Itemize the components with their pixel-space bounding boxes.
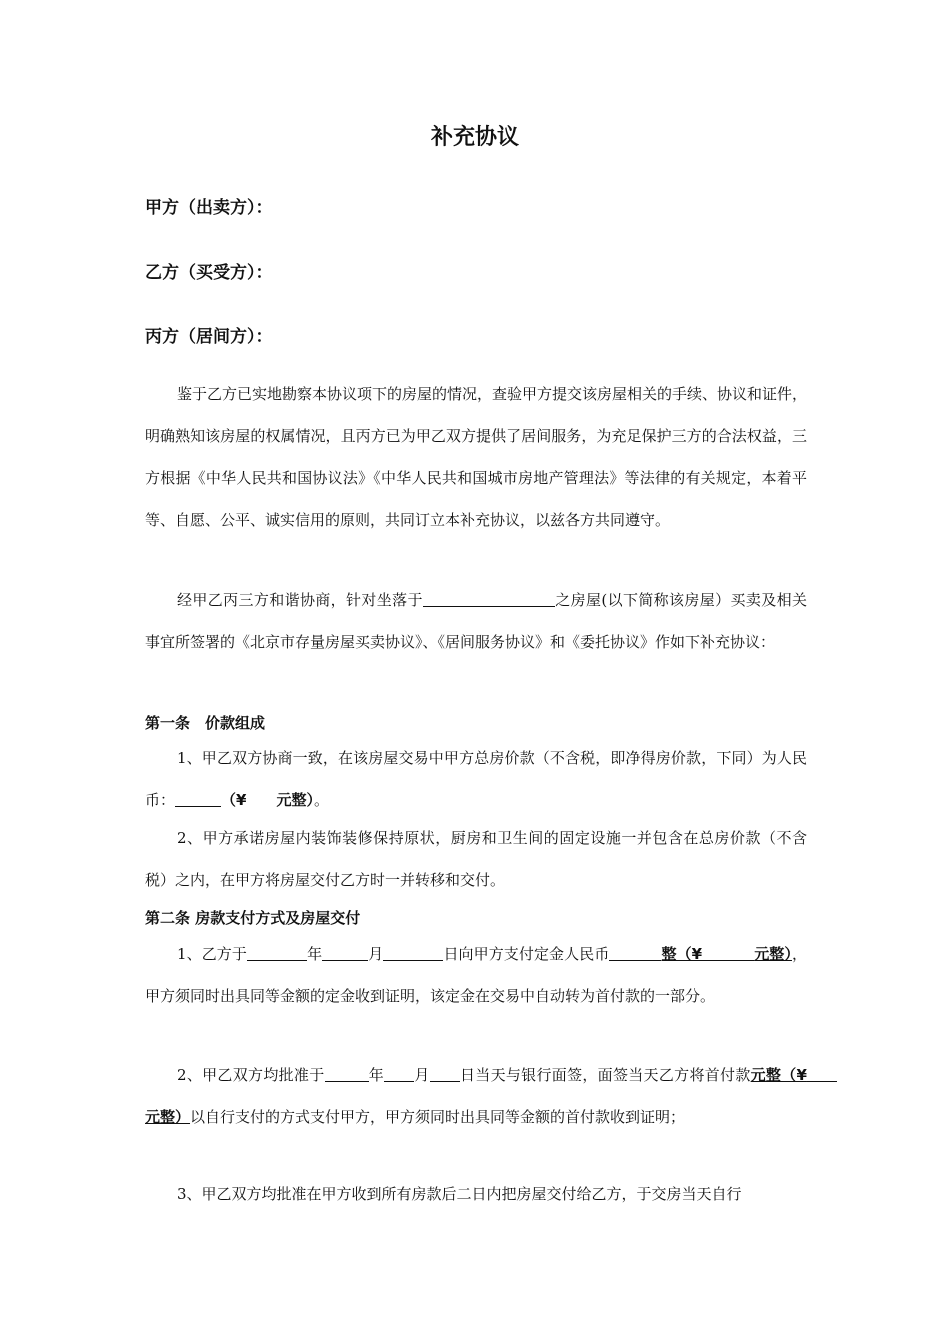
month-label: 月 — [414, 1066, 430, 1084]
article-1-item-1-end: 。 — [313, 791, 329, 809]
intro-paragraph — [145, 579, 807, 663]
article-2-item-1-text-a: 1、乙方于 — [177, 945, 247, 963]
year-label: 年 — [306, 945, 323, 963]
article-2-item-1-text-d: 日向甲方支付定金人民币 — [443, 945, 610, 963]
intro-text-1: 经甲乙丙三方和谐协商，针对坐落于 — [177, 591, 423, 609]
article-2-item-1-text-g: ，甲方须同时出具同等金额的定金收到证明，该定金在交易中自动转为首付款的一部分。 — [145, 945, 807, 1005]
deposit-yuan-text: 元整） — [754, 945, 792, 963]
article-2-item-3: 3、甲乙双方均批准在甲方收到所有房款后二日内把房屋交付给乙方，于交房当天自行 — [177, 1185, 742, 1203]
price-amount-text: （¥ 元整） — [221, 791, 314, 809]
party-a-label: 甲方（出卖方）： — [145, 198, 273, 218]
year-label: 年 — [368, 1066, 385, 1084]
deposit-yuan-blank — [702, 944, 754, 961]
price-blank — [175, 790, 221, 807]
month-label: 月 — [368, 945, 384, 963]
article-1-item-1 — [145, 737, 807, 821]
article-1-item-1-text: 1、甲乙双方协商一致，在该房屋交易中甲方总房价款（不含税，即净得房价款，下同）为人民币： — [145, 749, 807, 809]
party-c-label: 丙方（居间方）： — [145, 327, 273, 347]
deposit-day-blank — [383, 944, 443, 961]
article-1-heading: 第一条 价款组成 — [145, 714, 266, 732]
preamble-paragraph: 鉴于乙方已实地勘察本协议项下的房屋的情况，查验甲方提交该房屋相关的手续、协议和证件，明确熟知该房屋的权属情况，且丙方已为甲乙双方提供了居间服务，为充足保护三方的合法权益，三方根据《中华人民共和国协议法》《中华人民共和国城市房地产管理法》等法律的有关规定，本着平等、自愿、公平、诚实信用的原则，共同订立本补充协议，以兹各方共同遵守。 — [145, 385, 808, 529]
article-2-item-2-text-a: 2、甲乙双方均批准于 — [177, 1066, 325, 1084]
article-1-item-2: 2、甲方承诺房屋内装饰装修保持原状，厨房和卫生间的固定设施一并包含在总房价款（不含税）之内，在甲方将房屋交付乙方时一并转移和交付。 — [145, 829, 807, 889]
signing-day-blank — [430, 1065, 460, 1082]
deposit-amount-text: 整（¥ — [661, 945, 703, 963]
signing-year-blank — [325, 1065, 369, 1082]
article-2-item-2 — [145, 1054, 837, 1138]
down-payment-amount-text: 元整（¥ 元整） — [145, 1066, 837, 1126]
address-blank — [423, 590, 555, 607]
article-2-item-1 — [145, 933, 807, 1017]
deposit-month-blank — [322, 944, 368, 961]
signing-month-blank — [384, 1065, 414, 1082]
article-2-item-2-text-f: 以自行支付的方式支付甲方，甲方须同时出具同等金额的首付款收到证明； — [190, 1108, 686, 1126]
article-2-item-2-text-d: 日当天与银行面签，面签当天乙方将首付款 — [459, 1066, 751, 1084]
intro-text-2: 之房屋(以下简称该房屋）买卖及相关事宜所签署的《北京市存量房屋买卖协议》、《居间服务协议》和《委托协议》作如下补充协议： — [145, 591, 807, 651]
article-2-heading: 第二条 房款支付方式及房屋交付 — [145, 909, 361, 927]
party-b-label: 乙方（买受方）： — [145, 263, 273, 283]
deposit-amount-blank — [609, 944, 661, 961]
deposit-year-blank — [247, 944, 307, 961]
document-title: 补充协议 — [430, 125, 519, 150]
